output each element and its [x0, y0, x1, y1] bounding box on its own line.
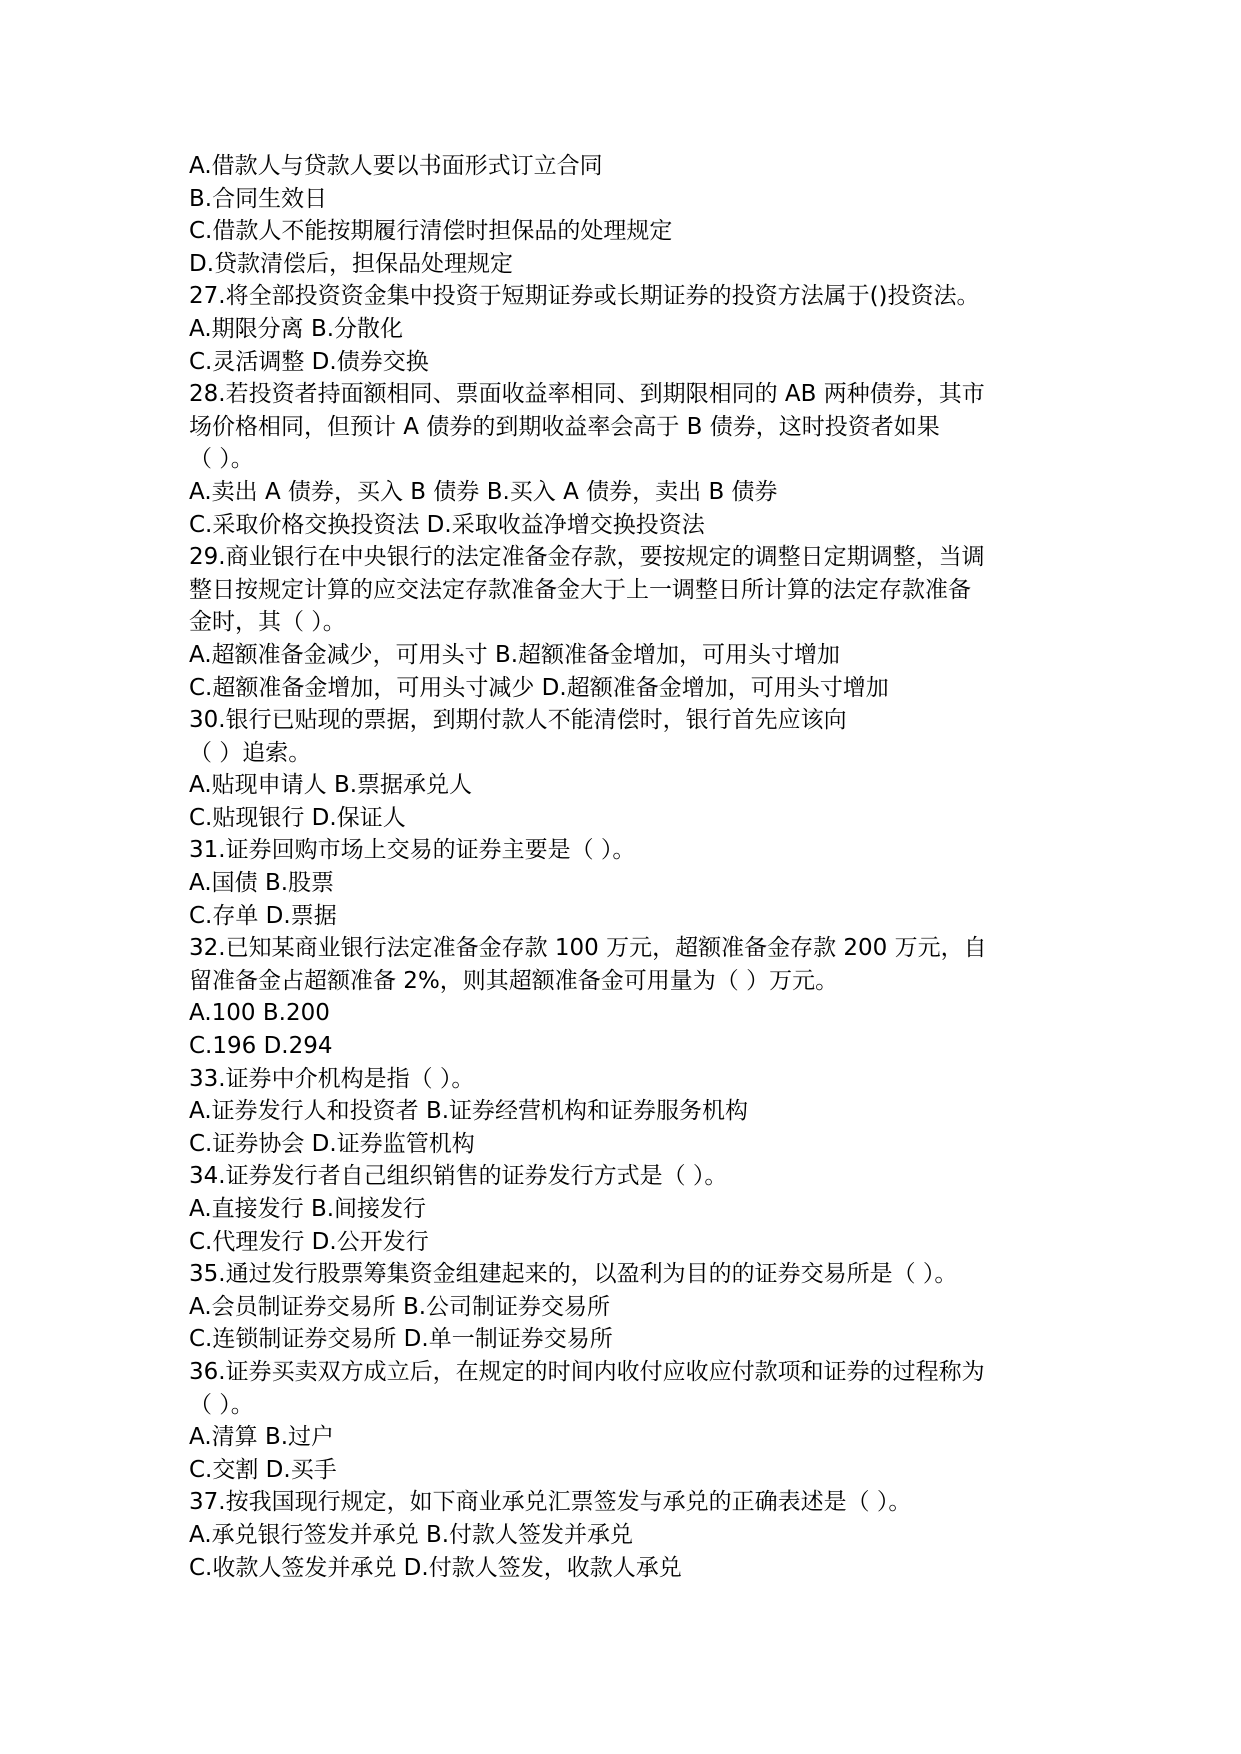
- text-line: （ ）。: [189, 1391, 254, 1418]
- text-line: A.会员制证券交易所 B.公司制证券交易所: [189, 1293, 611, 1320]
- text-line: C.采取价格交换投资法 D.采取收益净增交换投资法: [189, 511, 705, 538]
- question-33: 33.证券中介机构是指（ ）。: [189, 1065, 475, 1092]
- text-line: A.100 B.200: [189, 1000, 330, 1027]
- text-line: A.国债 B.股票: [189, 870, 335, 897]
- question-27: 27.将全部投资资金集中投资于短期证券或长期证券的投资方法属于()投资法。: [189, 283, 980, 310]
- text-line: D.贷款清偿后，担保品处理规定: [189, 250, 514, 277]
- text-line: A.贴现申请人 B.票据承兑人: [189, 772, 473, 799]
- text-line: C.连锁制证券交易所 D.单一制证券交易所: [189, 1326, 613, 1353]
- text-line: C.收款人签发并承兑 D.付款人签发，收款人承兑: [189, 1554, 682, 1581]
- text-line: （ ）追索。: [189, 739, 312, 766]
- text-line: 整日按规定计算的应交法定存款准备金大于上一调整日所计算的法定存款准备: [189, 576, 971, 603]
- question-29: 29.商业银行在中央银行的法定准备金存款，要按规定的调整日定期调整，当调: [189, 544, 985, 571]
- text-line: （ ）。: [189, 446, 254, 473]
- question-32: 32.已知某商业银行法定准备金存款 100 万元，超额准备金存款 200 万元，自: [189, 935, 987, 962]
- text-line: A.借款人与贷款人要以书面形式订立合同: [189, 153, 603, 179]
- text-line: C.存单 D.票据: [189, 902, 337, 929]
- text-line: C.代理发行 D.公开发行: [189, 1228, 429, 1255]
- text-line: A.直接发行 B.间接发行: [189, 1196, 427, 1222]
- text-line: C.贴现银行 D.保证人: [189, 804, 406, 831]
- question-34: 34.证券发行者自己组织销售的证券发行方式是（ ）。: [189, 1163, 728, 1190]
- text-line: A.证券发行人和投资者 B.证券经营机构和证券服务机构: [189, 1098, 749, 1125]
- text-line: C.超额准备金增加，可用头寸减少 D.超额准备金增加，可用头寸增加: [189, 674, 889, 701]
- text-line: C.证券协会 D.证券监管机构: [189, 1130, 475, 1157]
- question-28: 28.若投资者持面额相同、票面收益率相同、到期限相同的 AB 两种债券，其市: [189, 381, 985, 408]
- text-line: C.196 D.294: [189, 1033, 333, 1060]
- question-35: 35.通过发行股票筹集资金组建起来的，以盈利为目的的证券交易所是（ ）。: [189, 1261, 958, 1288]
- question-30: 30.银行已贴现的票据，到期付款人不能清偿时，银行首先应该向: [189, 707, 847, 734]
- text-line: 留准备金占超额准备 2%，则其超额准备金可用量为（ ）万元。: [189, 967, 839, 994]
- question-36: 36.证券买卖双方成立后，在规定的时间内收付应收应付款项和证券的过程称为: [189, 1358, 985, 1385]
- text-line: 金时，其（ ）。: [189, 609, 346, 636]
- document-body: [189, 150, 1069, 1584]
- question-37: 37.按我国现行规定，如下商业承兑汇票签发与承兑的正确表述是（ ）。: [189, 1489, 912, 1516]
- text-line: C.灵活调整 D.债券交换: [189, 348, 429, 375]
- text-line: 场价格相同，但预计 A 债券的到期收益率会高于 B 债券，这时投资者如果: [189, 413, 940, 440]
- text-line: A.承兑银行签发并承兑 B.付款人签发并承兑: [189, 1521, 634, 1548]
- text-line: A.期限分离 B.分散化: [189, 315, 404, 342]
- text-line: A.超额准备金减少，可用头寸 B.超额准备金增加，可用头寸增加: [189, 641, 841, 668]
- text-line: C.借款人不能按期履行清偿时担保品的处理规定: [189, 218, 673, 245]
- text-line: C.交割 D.买手: [189, 1456, 337, 1483]
- text-line: B.合同生效日: [189, 185, 328, 212]
- text-line: A.清算 B.过户: [189, 1424, 335, 1451]
- text-line: A.卖出 A 债券，买入 B 债券 B.买入 A 债券，卖出 B 债券: [189, 478, 778, 505]
- question-31: 31.证券回购市场上交易的证券主要是（ ）。: [189, 837, 636, 864]
